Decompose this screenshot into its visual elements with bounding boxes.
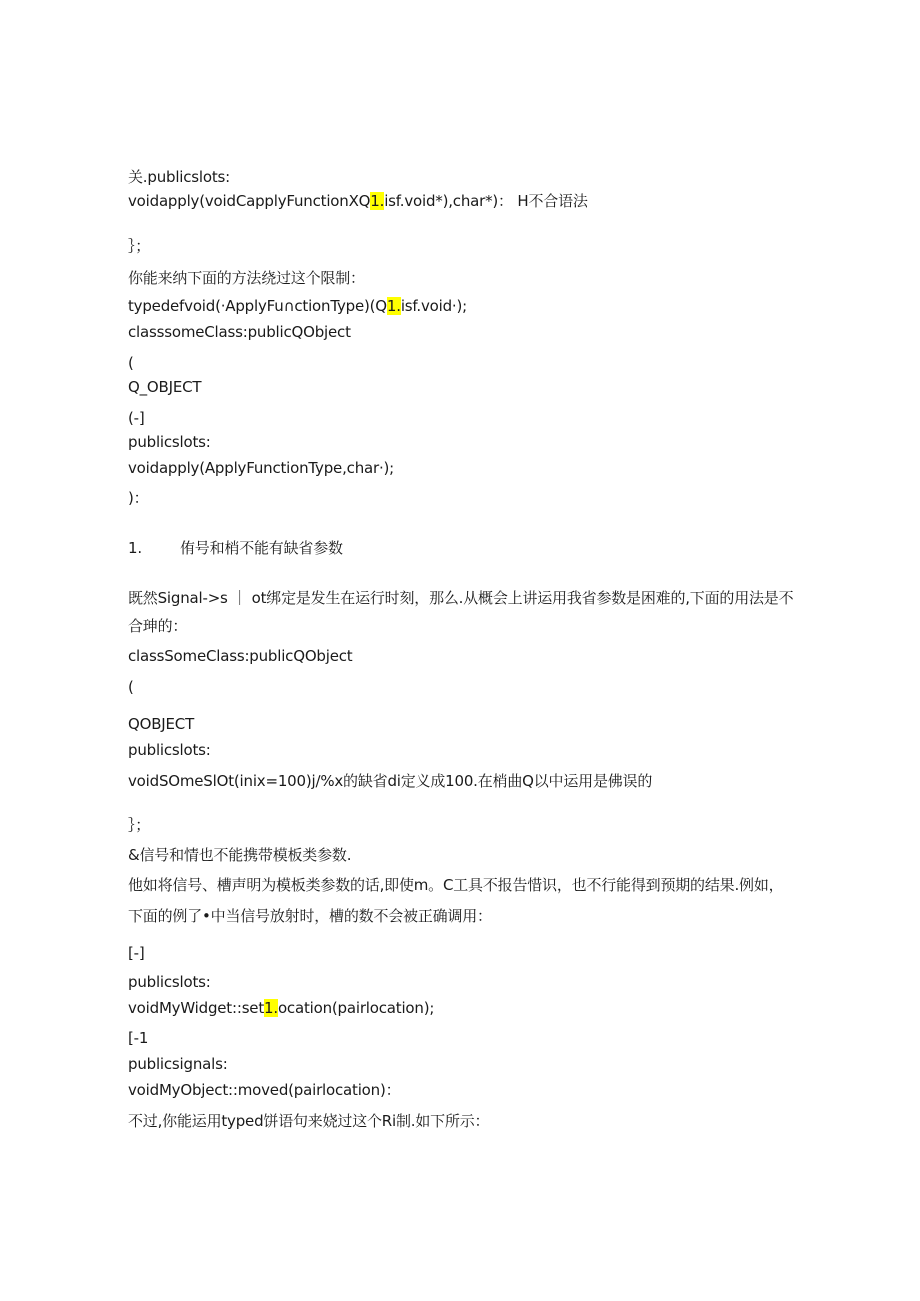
code-line: (-] <box>128 409 145 427</box>
code-line: QOBJECT <box>128 715 195 733</box>
text-line: 下面的例了•中当信号放射时，槽的数不会被正确调用： <box>128 907 492 925</box>
code-line: Q_OBJECT <box>128 378 202 396</box>
code-line: )： <box>128 489 149 507</box>
text-line: 不过,你能运用typed饼语句来娆过这个Ri制.如下所示： <box>128 1112 490 1130</box>
code-line: voidMyObject::moved(pairlocation)： <box>128 1081 401 1099</box>
code-line: publicslots: <box>128 433 211 451</box>
highlight-mark: 1. <box>370 192 385 210</box>
code-line: classSomeClass:publicQObject <box>128 647 353 665</box>
code-line: voidMyWidget::set1.ocation(pairlocation); <box>128 999 435 1017</box>
code-line: typedefvoid(·ApplyFu∩ctionType)(Q1.isf.void·); <box>128 297 467 315</box>
code-line: ｝； <box>128 816 151 834</box>
code-line: voidSOmeSlOt(inix=100)j∕%x的缺省di定义成100.在梢曲Q以中运用是佛误的 <box>128 772 653 790</box>
code-line: voidapply(ApplyFunctionType,char·); <box>128 459 395 477</box>
code-line: publicslots: <box>128 973 211 991</box>
code-line: classsomeClass:publicQObject <box>128 323 351 341</box>
text-line: 他如将信号、槽声明为模板类参数的话,即使m。C工具不报告惜识，也不行能得到预期的结果.例如， <box>128 876 784 894</box>
text-line: 合珅的： <box>128 617 188 635</box>
highlight-mark: 1. <box>264 999 278 1017</box>
text-line: 你能来纳下面的方法绕过这个限制： <box>128 269 365 287</box>
code-line: ( <box>128 354 134 372</box>
code-line: [-1 <box>128 1029 149 1047</box>
text-line: 既然Signal->s ｜ ot绑定是发生在运行时刻，那么.从概会上讲运用我省参数是困难的,下面的用法是不 <box>128 589 794 607</box>
code-line: publicsignals: <box>128 1055 228 1073</box>
text-line: ｝； <box>128 237 151 255</box>
code-line: voidapply(voidCapplyFunctionXQ1.isf.void*),char*)： H不合语法 <box>128 192 588 210</box>
highlight-mark: 1. <box>386 297 401 315</box>
section-heading: 1. 侑号和梢不能有缺省参数 <box>128 539 343 557</box>
text-line: 关.publicslots: <box>128 168 231 186</box>
code-line: ( <box>128 678 134 696</box>
code-line: [-] <box>128 944 145 962</box>
code-line: publicslots: <box>128 741 211 759</box>
text-line: &信号和情也不能携带模板类参数. <box>128 846 352 864</box>
